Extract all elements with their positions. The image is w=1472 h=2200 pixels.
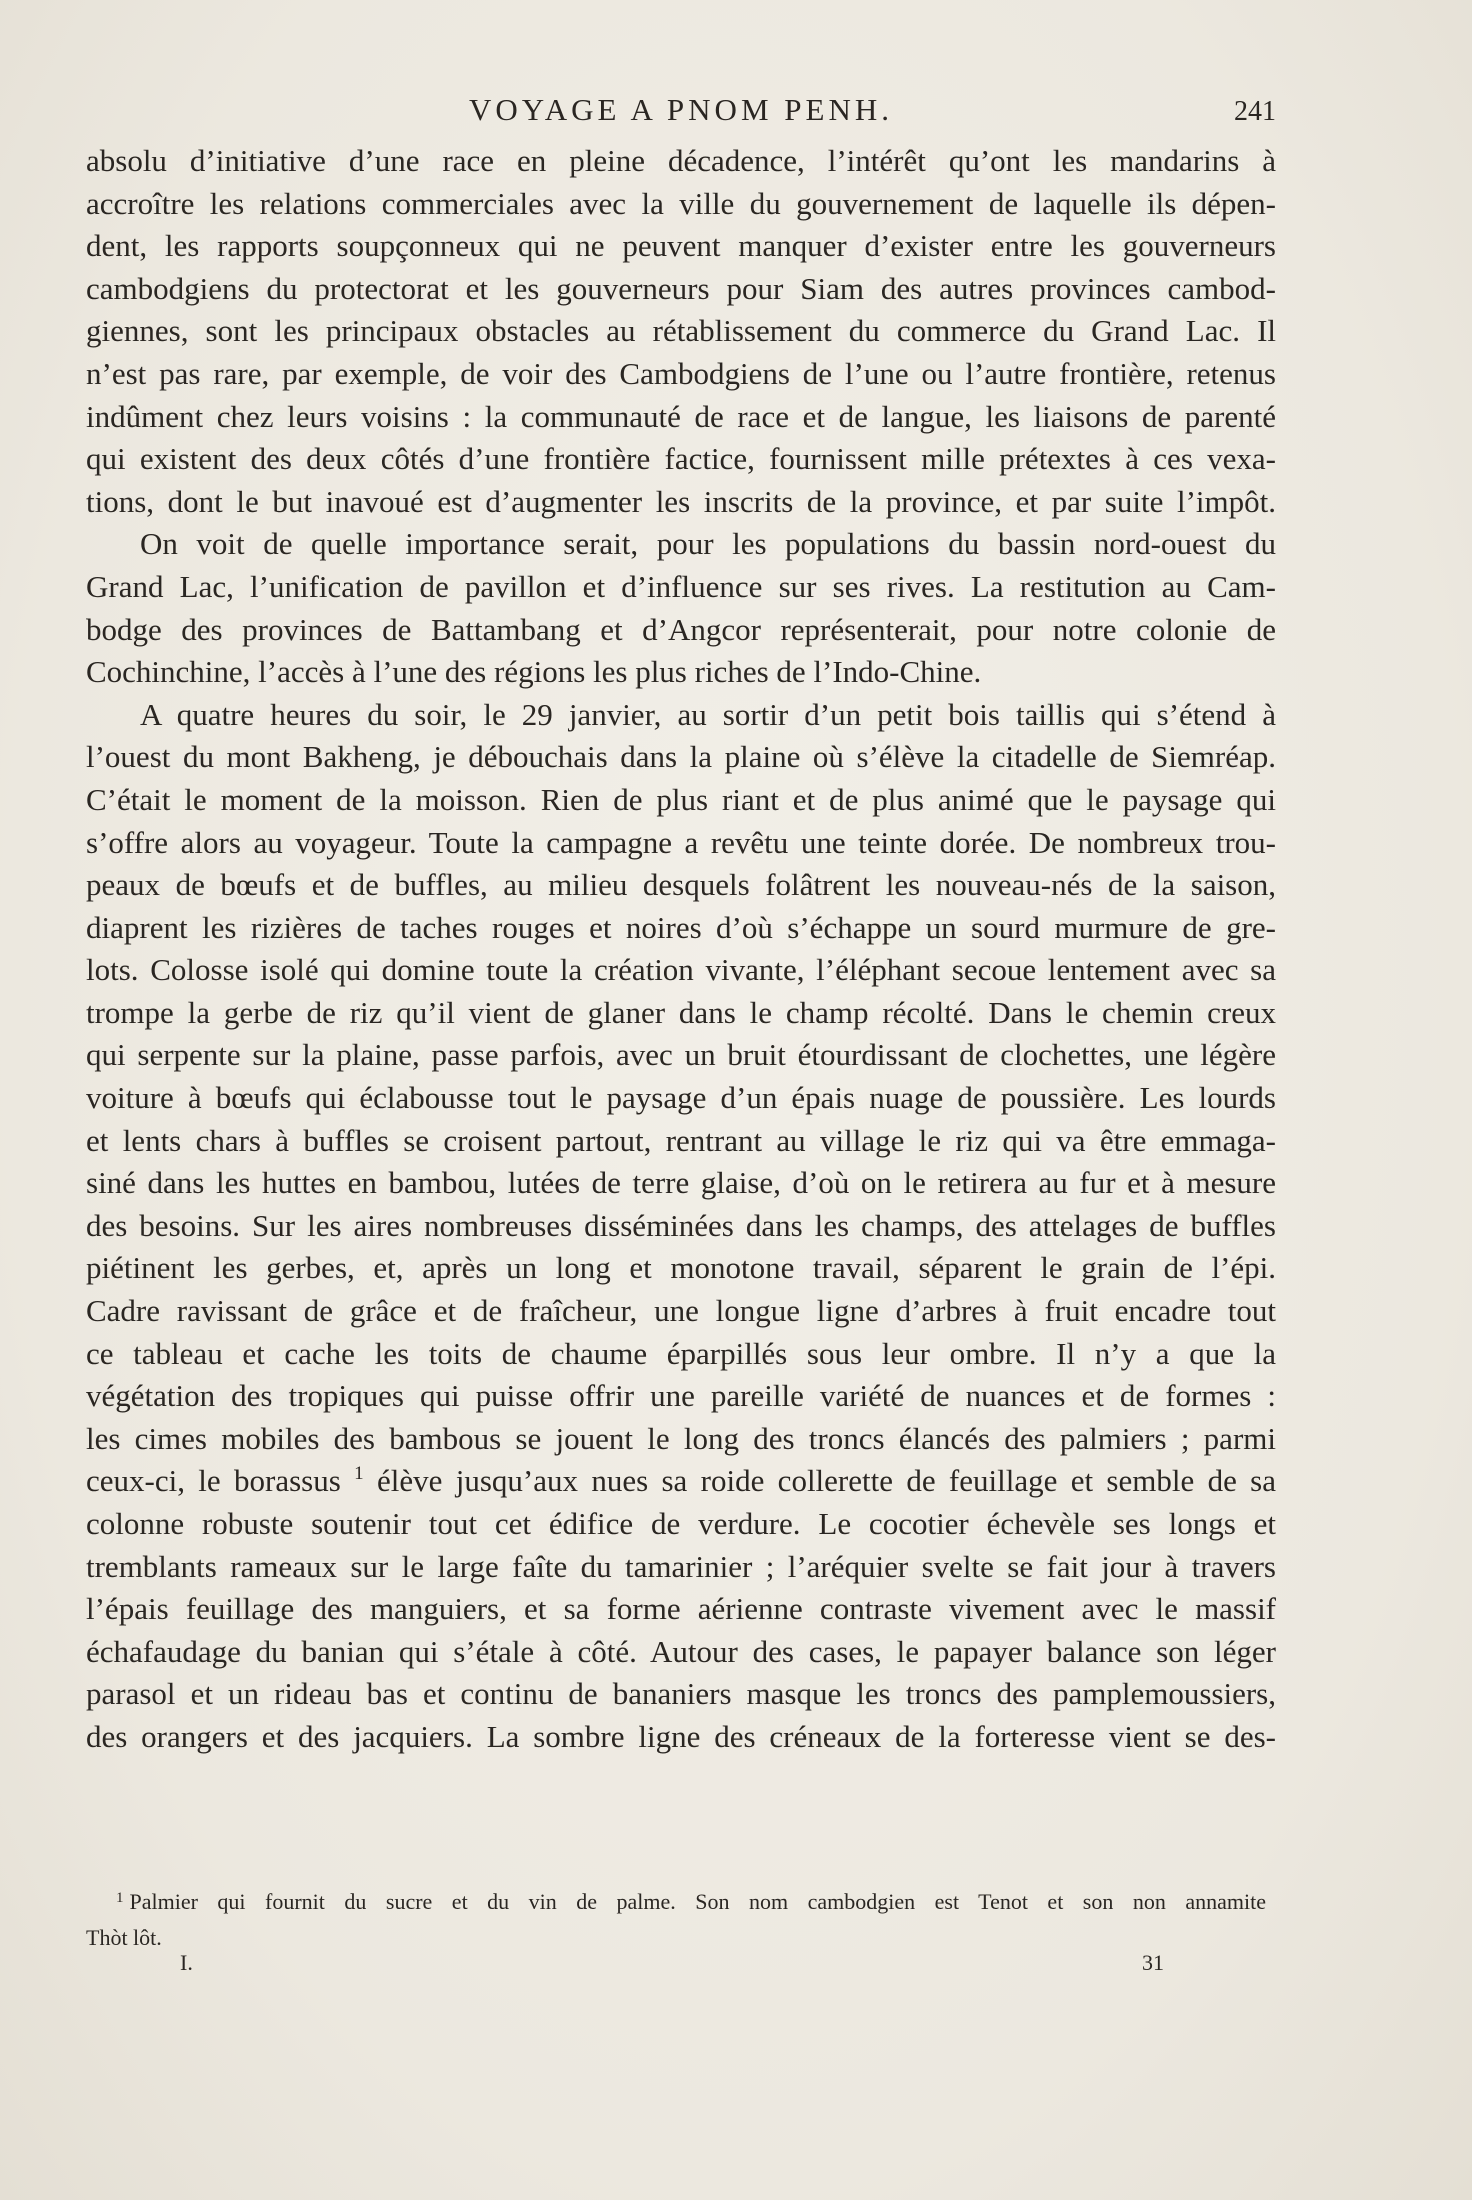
text-line: des besoins. Sur les aires nombreuses disséminées dans les champs, des attelages de buffles [86, 1207, 1276, 1243]
paragraph-start-line: A quatre heures du soir, le 29 janvier, au sortir d’un petit bois taillis qui s’étend à [140, 696, 1276, 732]
text-line: ce tableau et cache les toits de chaume éparpillés sous leur ombre. Il n’y a que la [86, 1335, 1276, 1371]
text-line: Grand Lac, l’unification de pavillon et d’influence sur ses rives. La restitution au Cam- [86, 568, 1276, 604]
body-text [86, 140, 1276, 1759]
text-line: tremblants rameaux sur le large faîte du tamarinier ; l’aréquier svelte se fait jour à travers [86, 1548, 1276, 1584]
page-number: 241 [1234, 96, 1276, 127]
text-line: piétinent les gerbes, et, après un long et monotone travail, séparent le grain de l’épi. [86, 1250, 1276, 1286]
footnotes [86, 1884, 1266, 1956]
text-segment: élève jusqu’aux nues sa roide collerette de feuillage et semble de sa [376, 1463, 1276, 1499]
text-segment: ceux-ci, le borassus [86, 1463, 341, 1499]
footnote-mark: 1 [116, 1890, 124, 1906]
paragraph-start-line: On voit de quelle importance serait, pour les populations du bassin nord-ouest du [140, 526, 1276, 562]
paragraph-end-line: Cochinchine, l’accès à l’une des régions les plus riches de l’Indo-Chine. [86, 654, 982, 690]
text-line: qui existent des deux côtés d’une frontière factice, fournissent mille prétextes à ces vexa- [86, 441, 1276, 477]
text-line: l’ouest du mont Bakheng, je débouchais dans la plaine où s’élève la citadelle de Siemréap. [86, 739, 1276, 775]
text-line: l’épais feuillage des manguiers, et sa forme aérienne contraste vivement avec le massif [86, 1591, 1276, 1627]
text-line: giennes, sont les principaux obstacles au rétablissement du commerce du Grand Lac. Il [86, 313, 1276, 349]
volume-mark: I. [180, 1950, 193, 1975]
text-line: peaux de bœufs et de buffles, au milieu desquels folâtrent les nouveau-nés de la saison, [86, 867, 1276, 903]
text-line: accroître les relations commerciales avec la ville du gouvernement de laquelle ils dépen- [86, 185, 1276, 221]
text-line: diaprent les rizières de taches rouges et noires d’où s’échappe un sourd murmure de gre- [86, 909, 1276, 945]
text-line: cambodgiens du protectorat et les gouverneurs pour Siam des autres provinces cambod- [86, 270, 1276, 306]
text-line: qui serpente sur la plaine, passe parfois, avec un bruit étourdissant de clochettes, une légère [86, 1037, 1276, 1073]
text-line: dent, les rapports soupçonneux qui ne peuvent manquer d’exister entre les gouverneurs [86, 228, 1276, 264]
text-line: végétation des tropiques qui puisse offrir une pareille variété de nuances et de formes : [86, 1378, 1276, 1414]
footnote-reference: 1 [354, 1463, 364, 1485]
text-line: trompe la gerbe de riz qu’il vient de glaner dans le champ récolté. Dans le chemin creux [86, 994, 1276, 1030]
text-line: lots. Colosse isolé qui domine toute la création vivante, l’éléphant secoue lentement avec sa [86, 952, 1276, 988]
text-line: indûment chez leurs voisins : la communauté de race et de langue, les liaisons de parenté [86, 398, 1276, 434]
text-line: C’était le moment de la moisson. Rien de plus riant et de plus animé que le paysage qui [86, 781, 1276, 817]
text-line: voiture à bœufs qui éclabousse tout le paysage d’un épais nuage de poussière. Les lourds [86, 1080, 1276, 1116]
text-line: colonne robuste soutenir tout cet édifice de verdure. Le cocotier échevèle ses longs et [86, 1506, 1276, 1541]
text-line: siné dans les huttes en bambou, lutées de terre glaise, d’où on le retirera au fur et à mesure [86, 1165, 1276, 1201]
text-line: parasol et un rideau bas et continu de bananiers masque les troncs des pamplemoussiers, [86, 1676, 1276, 1712]
footnote-line [86, 1884, 1266, 1920]
text-line: et lents chars à buffles se croisent partout, rentrant au village le riz qui va être emmaga- [86, 1122, 1276, 1158]
text-line: s’offre alors au voyageur. Toute la campagne a revêtu une teinte dorée. De nombreux trou- [86, 824, 1276, 860]
running-title: VOYAGE A PNOM PENH. [469, 92, 893, 127]
text-line-with-footnote [86, 1460, 1276, 1503]
running-head [86, 92, 1276, 132]
text-line: absolu d’initiative d’une race en pleine décadence, l’intérêt qu’ont les mandarins à [86, 143, 1276, 178]
text-line: tions, dont le but inavoué est d’augmenter les inscrits de la province, et par suite l’impôt. [86, 483, 1276, 519]
footnote-text: Palmier qui fournit du sucre et du vin de palme. Son nom cambodgien est Tenot et son non annamite [129, 1889, 1266, 1914]
text-line: échafaudage du banian qui s’étale à côté. Autour des cases, le papayer balance son léger [86, 1633, 1276, 1669]
text-line: bodge des provinces de Battambang et d’Angcor représenterait, pour notre colonie de [86, 611, 1276, 647]
signature-mark: 31 [1142, 1950, 1164, 1975]
footnote-line: Thòt lôt. [86, 1925, 162, 1950]
text-line: Cadre ravissant de grâce et de fraîcheur, une longue ligne d’arbres à fruit encadre tout [86, 1293, 1276, 1329]
text-line: les cimes mobiles des bambous se jouent le long des troncs élancés des palmiers ; parmi [86, 1420, 1276, 1456]
text-line: des orangers et des jacquiers. La sombre ligne des créneaux de la forteresse vient se des- [86, 1718, 1276, 1754]
text-line: n’est pas rare, par exemple, de voir des Cambodgiens de l’une ou l’autre frontière, retenus [86, 355, 1276, 391]
